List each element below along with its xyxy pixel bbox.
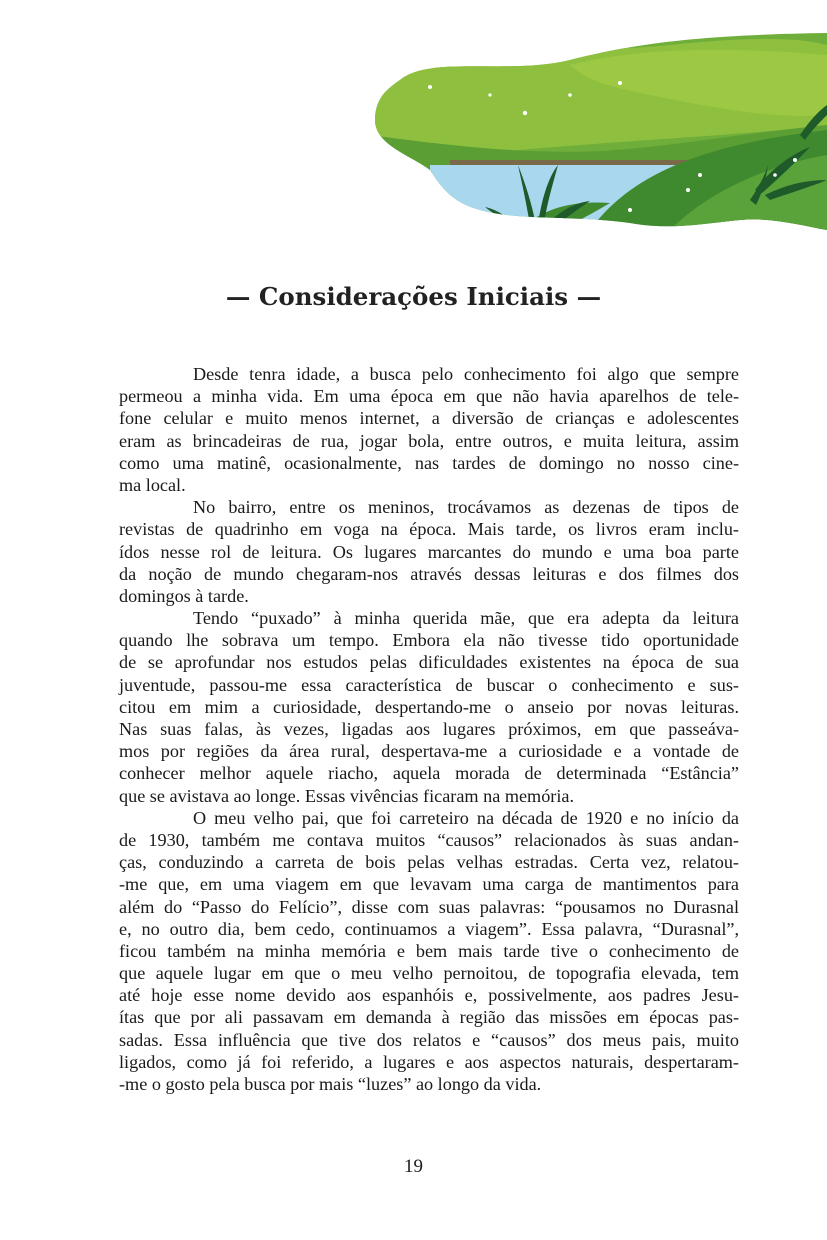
text-line: como uma matinê, ocasionalmente, nas tardes de domingo no nosso cine- (119, 452, 739, 473)
paragraph (119, 807, 739, 1095)
paragraph (119, 496, 739, 607)
text-line: domingos à tarde. (119, 585, 249, 606)
text-line: de se aprofundar nos estudos pelas dificuldades existentes na época de sua (119, 652, 739, 673)
text-line: permeou a minha vida. Em uma época em que não havia aparelhos de tele- (119, 386, 739, 407)
text-line: além do “Passo do Felício”, disse com suas palavras: “pousamos no Durasnal (119, 896, 739, 917)
text-line: O meu velho pai, que foi carreteiro na década de 1920 e no início da (193, 807, 739, 828)
text-line: até hoje esse nome devido aos espanhóis e, possivelmente, aos padres Jesu- (119, 985, 739, 1006)
text-line: ítas que por ali passavam em demanda à região das missões em épocas pas- (119, 1007, 739, 1028)
text-line: ma local. (119, 474, 186, 495)
text-line: ficou também na minha memória e bem mais tarde tive o conhecimento de (119, 940, 739, 961)
text-line: da noção de mundo chegaram-nos através dessas leituras e dos filmes dos (119, 563, 739, 584)
text-line: que se avistava ao longe. Essas vivências ficaram na memória. (119, 785, 575, 806)
text-line: No bairro, entre os meninos, trocávamos as dezenas de tipos de (193, 497, 739, 518)
text-line: -me que, em uma viagem em que levavam uma carga de mantimentos para (119, 874, 739, 895)
text-line: conhecer melhor aquele riacho, aquela morada de determinada “Estância” (119, 763, 739, 784)
text-line: sadas. Essa influência que tive dos relatos e “causos” dos meus pais, muito (119, 1029, 739, 1050)
text-line: citou em mim a curiosidade, despertando-me o anseio por novas leituras. (119, 696, 739, 717)
text-line: Desde tenra idade, a busca pelo conhecimento foi algo que sempre (193, 364, 739, 384)
body-text (119, 363, 739, 1095)
text-line: ligados, como já foi referido, a lugares e aos aspectos naturais, despertaram- (119, 1051, 739, 1072)
landscape-banner-illustration (370, 25, 827, 230)
text-line: que aquele lugar em que o meu velho pernoitou, de topografia elevada, tem (119, 963, 739, 984)
text-line: Tendo “puxado” à minha querida mãe, que era adepta da leitura (193, 608, 739, 629)
text-line: juventude, passou-me essa característica de buscar o conhecimento e sus- (119, 674, 739, 695)
text-line: -me o gosto pela busca por mais “luzes” ao longo da vida. (119, 1074, 542, 1094)
page-number: 19 (404, 1156, 423, 1177)
page-title: — Considerações Iniciais — (225, 282, 602, 311)
paragraph (119, 607, 739, 807)
text-line: ças, conduzindo a carreta de bois pelas velhas estradas. Certa vez, relatou- (119, 852, 739, 873)
text-line: e, no outro dia, bem cedo, continuamos a viagem”. Essa palavra, “Durasnal”, (119, 918, 739, 939)
text-line: quando lhe sobrava um tempo. Embora ela não tivesse tido oportunidade (119, 630, 739, 651)
text-line: fone celular e muito menos internet, a diversão de crianças e adolescentes (119, 408, 739, 429)
text-line: Nas suas falas, às vezes, ligadas aos lugares próximos, em que passeáva- (119, 719, 739, 739)
paragraph (119, 363, 739, 496)
text-line: ídos nesse rol de leitura. Os lugares marcantes do mundo e uma boa parte (119, 541, 739, 562)
text-line: eram as brincadeiras de rua, jogar bola, entre outros, e muita leitura, assim (119, 430, 739, 451)
text-line: mos por regiões da área rural, despertava-me a curiosidade e a vontade de (119, 741, 739, 762)
text-line: revistas de quadrinho em voga na época. Mais tarde, os livros eram inclu- (119, 519, 739, 540)
text-line: de 1930, também me contava muitos “causos” relacionados às suas andan- (119, 829, 739, 850)
